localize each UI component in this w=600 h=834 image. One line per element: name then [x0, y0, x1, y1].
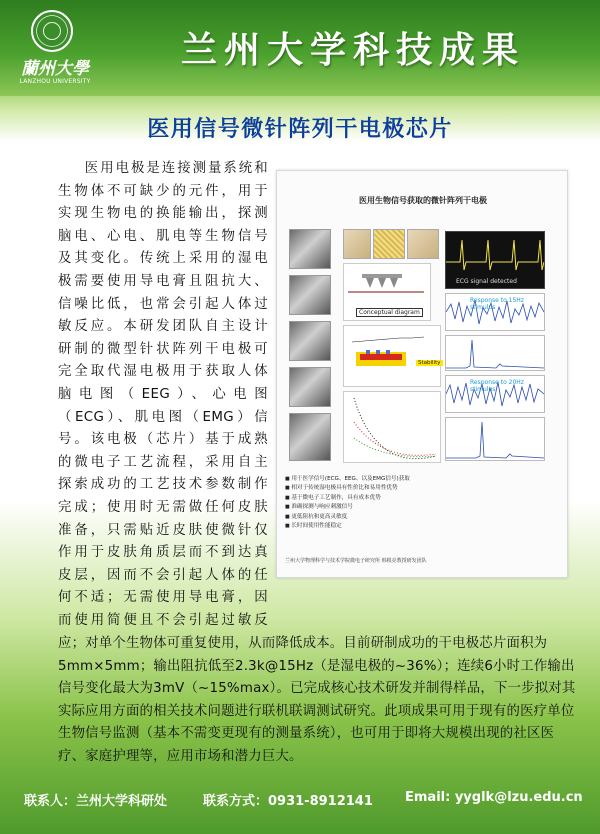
- contact-phone: 联系方式：0931-8912141: [203, 794, 373, 809]
- ecg-label: ECG signal detected: [456, 278, 517, 285]
- main-title: 兰州大学科技成果: [180, 30, 525, 71]
- university-logo: [14, 10, 96, 92]
- body-line: 极需要使用导电膏且阻抗大、: [58, 273, 268, 289]
- sem-image: [289, 367, 331, 407]
- logo-english-text: LANZHOU UNIVERSITY: [19, 78, 91, 85]
- signal-plot: [445, 293, 545, 331]
- body-line: 生物体不可缺少的元件，用于: [58, 183, 268, 199]
- body-line: 而使用简便且不会引起过敏反: [58, 612, 268, 628]
- concept-label: Conceptual diagram: [356, 308, 423, 317]
- figure-panel: [276, 170, 568, 578]
- figure-bullet: ■ 准确探测与响应刺激信号: [285, 503, 561, 512]
- microneedle-photo: [373, 229, 405, 259]
- body-line: 脑电、心电、肌电等生物信号: [58, 228, 268, 244]
- body-line: 探索成功的工艺技术参数制作: [58, 477, 268, 493]
- body-line: 的微电子工艺流程，采用自主: [58, 454, 268, 470]
- stability-plot: [343, 325, 441, 387]
- signal-plot: [445, 375, 545, 413]
- contact-person: 联系人：兰州大学科研处: [24, 794, 168, 809]
- body-line: 作用于皮肤角质层而不到达真: [58, 545, 268, 561]
- figure-title: 医用生物信号获取的微针阵列干电极: [359, 196, 487, 205]
- logo-script-text: 蘭州大學: [21, 59, 89, 79]
- spectrum-plot: [445, 417, 545, 461]
- body-line: 研制的微型针状阵列干电极可: [58, 341, 268, 357]
- spectrum-trace: [446, 418, 544, 460]
- header-banner: [0, 0, 600, 96]
- university-seal-icon: [31, 10, 73, 52]
- body-text-wide: 应；对单个生物体可重复使用，从而降低成本。目前研制成功的干电极芯片面积为5mm×5mm；输出阻抗低至2.3k@15Hz（是湿电极的~36%）；连续6小时工作输出信号变化最大为3mV（~15%max）。已完成核心技术研发并制得样品，下一步拟对其实际应用方面的相关技术问题进行联机联调测试研究。此项成果可用于现有的医疗单位生物信号监测（基本不需变更现有的测量系统），也可用于即将大规模出现的社区医疗、家庭护理等，应用市场和潜力巨大。: [58, 636, 576, 764]
- concept-diagram: [343, 263, 431, 321]
- stability-label: Stability: [418, 360, 441, 366]
- electrode-photo: [343, 229, 371, 259]
- body-line: 敏反应。本研发团队自主设计: [58, 319, 268, 335]
- body-line: 及其变化。传统上采用的湿电: [58, 251, 268, 267]
- sem-image: [289, 275, 331, 315]
- ecg-trace: [446, 232, 544, 278]
- figure-bullet: ■ 用于医学信号(ECG、EEG、以及EMG信号)获取: [285, 475, 561, 484]
- page-subtitle: 医用信号微针阵列干电极芯片: [147, 117, 453, 142]
- figure-bullet: ■ 相对于传统湿电极具有性价比和易用性优势: [285, 484, 561, 493]
- figure-footer: 兰州大学物理科学与技术学院微电子研究所 韩根亮教授研发团队: [285, 558, 427, 564]
- body-line: 号。该电极（芯片）基于成熟: [58, 432, 268, 448]
- body-line: 皮层，因而不会引起人体的任: [58, 567, 268, 583]
- body-line: 准备，只需贴近皮肤使微针仅: [58, 522, 268, 538]
- sem-image: [289, 229, 331, 269]
- body-line: 何不适；无需使用导电膏，因: [58, 590, 268, 606]
- signal-label: Response to 15Hz stimulus: [470, 297, 524, 311]
- figure-bullet: ■ 更低阻抗和更高灵敏度: [285, 513, 561, 522]
- spectrum-plot: [445, 335, 545, 371]
- concept-drawing: [344, 264, 430, 304]
- body-line: 完成；使用时无需做任何皮肤: [58, 499, 268, 515]
- impedance-chart: [344, 392, 440, 462]
- figure-bullet-list: [285, 475, 561, 531]
- spectrum-trace: [446, 336, 544, 370]
- ecg-plot: [445, 231, 545, 289]
- stability-chart: [344, 326, 440, 386]
- body-line: 信噪比低，也常会引起人体过: [58, 296, 268, 312]
- signal-label: Response to 20Hz stimulus: [470, 379, 524, 393]
- body-line: 脑电图（EEG）、心电图: [58, 386, 268, 402]
- figure-bullet: ■ 基于微电子工艺制作，具有成本优势: [285, 494, 561, 503]
- body-line: （ECG）、肌电图（EMG）信: [58, 409, 268, 425]
- body-line: 实现生物电的换能输出，探测: [58, 206, 268, 222]
- body-line: 完全取代湿电极用于获取人体: [58, 364, 268, 380]
- contact-email: Email: yyglk@lzu.edu.cn: [405, 790, 583, 805]
- electrode-photo: [407, 229, 439, 259]
- sem-image: [289, 321, 331, 361]
- body-text-narrow: [58, 158, 268, 632]
- impedance-plot: [343, 391, 441, 463]
- body-line: 医用电极是连接测量系统和: [84, 161, 268, 176]
- sem-image: [289, 413, 331, 461]
- contact-bar: [0, 790, 600, 814]
- figure-bullet: ■ 长时间使用性能稳定: [285, 522, 561, 531]
